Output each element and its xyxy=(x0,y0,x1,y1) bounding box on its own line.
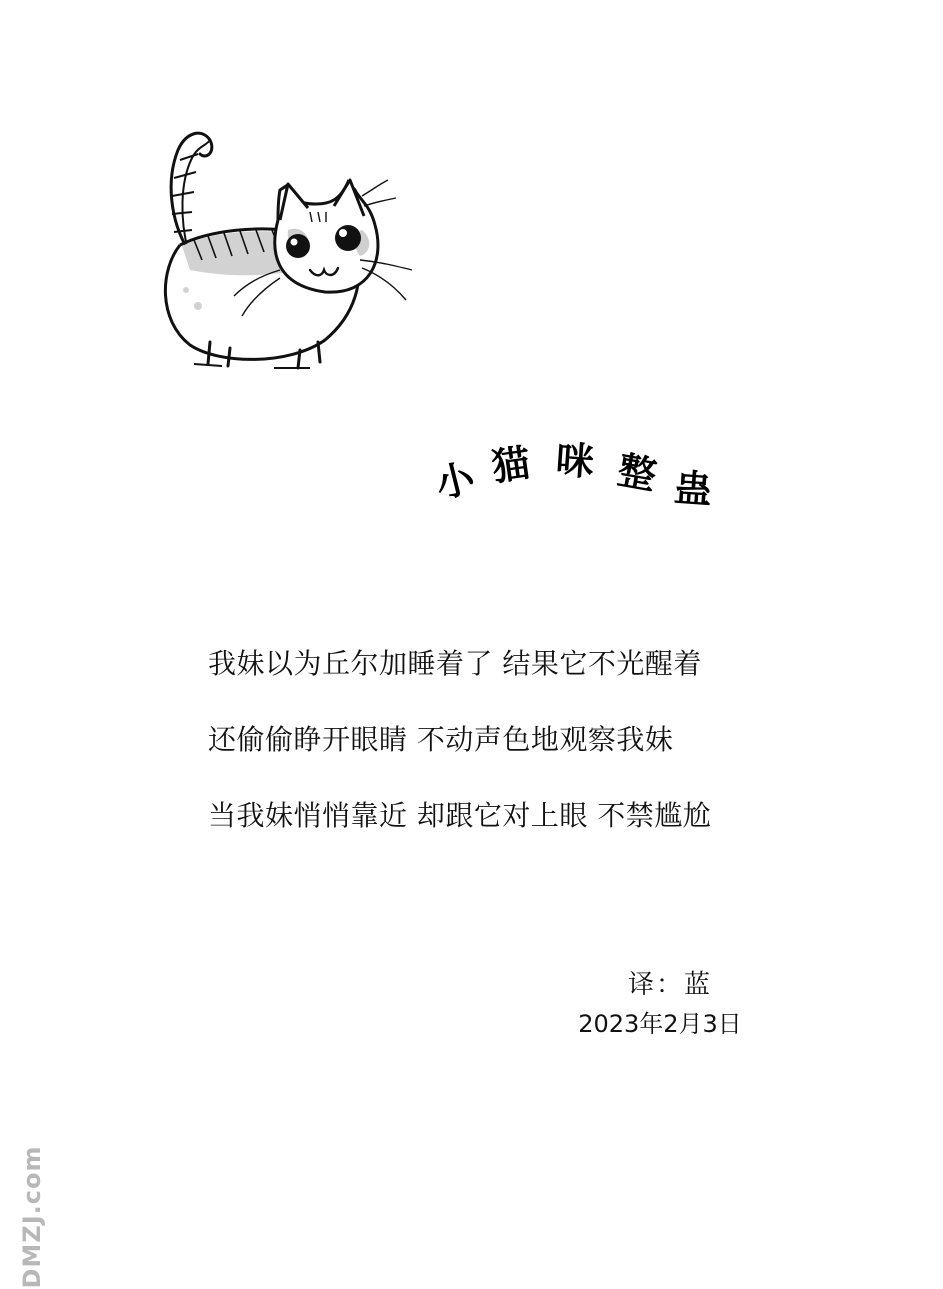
story-line: 我妹以为丘尔加睡着了 结果它不光醒着 xyxy=(208,647,702,680)
translator-credit: 译：蓝 xyxy=(627,970,712,1000)
title-char: 整 xyxy=(614,447,660,498)
credit-block xyxy=(560,968,760,1040)
site-watermark xyxy=(10,1145,54,1289)
story-line: 还偷偷睁开眼睛 不动声色地观察我妹 xyxy=(208,723,674,756)
story-line: 当我妹悄悄靠近 却跟它对上眼 不禁尴尬 xyxy=(208,799,712,832)
title-char: 猫 xyxy=(488,439,533,490)
chapter-title xyxy=(430,436,730,520)
cat-illustration-icon xyxy=(150,120,420,380)
publish-date: 2023年2月3日 xyxy=(578,1010,742,1038)
title-char: 小 xyxy=(431,454,479,507)
watermark-text: DMZJ.com xyxy=(18,1145,46,1289)
title-char: 蛊 xyxy=(672,464,714,513)
story-text xyxy=(208,648,848,876)
title-char: 咪 xyxy=(554,436,596,485)
